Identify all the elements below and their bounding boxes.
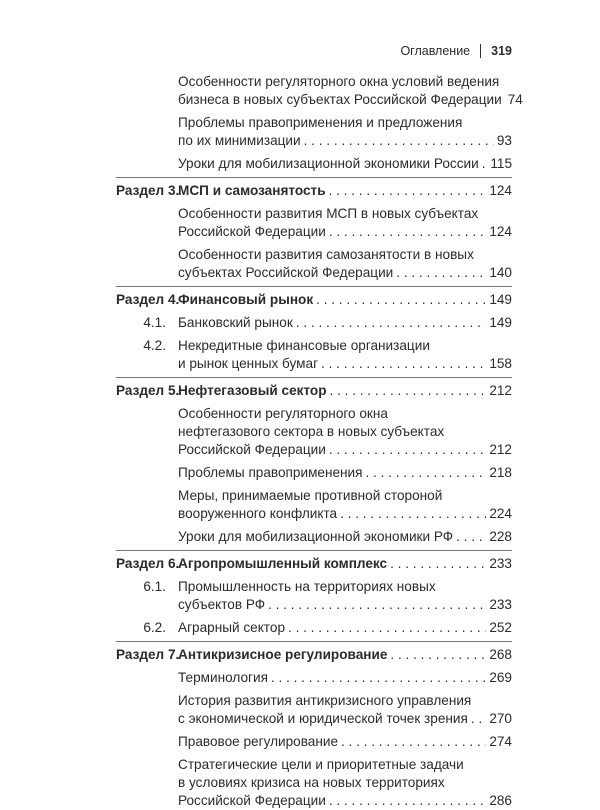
dot-leader xyxy=(329,792,486,810)
toc-entry-title: Финансовый рынок xyxy=(178,292,314,307)
running-header xyxy=(400,44,512,58)
toc-page-number: 74 xyxy=(507,92,523,107)
toc-page-number: 228 xyxy=(489,529,512,544)
toc-section xyxy=(0,646,600,664)
toc-entry-title: Российской Федерации xyxy=(178,793,326,808)
toc-item xyxy=(0,73,600,109)
toc-entry-title: Российской Федерации xyxy=(178,442,326,457)
toc-entry-number: Раздел 5. xyxy=(116,383,180,398)
toc-page-number: 218 xyxy=(489,465,512,480)
toc-page-number: 224 xyxy=(489,506,512,521)
toc-entry-title: Особенности развития МСП в новых субъектах xyxy=(178,206,479,221)
toc-page-number: 212 xyxy=(489,442,512,457)
toc-entry-title: Банковский рынок xyxy=(178,315,293,330)
toc-page-number: 274 xyxy=(489,734,512,749)
toc-page-number: 93 xyxy=(496,133,512,148)
toc-item xyxy=(0,669,600,687)
toc-entry-title: Промышленность на территориях новых xyxy=(178,579,436,594)
dot-leader xyxy=(316,291,486,309)
toc-entry-number: 4.1. xyxy=(143,315,166,330)
toc-item xyxy=(0,487,600,523)
dot-leader xyxy=(321,355,486,373)
toc-entry-number: 6.1. xyxy=(143,579,166,594)
toc-entry-title: вооруженного конфликта xyxy=(178,506,338,521)
toc-entry-title: Терминология xyxy=(178,670,268,685)
toc-entry-title: по их минимизации xyxy=(178,133,301,148)
dot-leader xyxy=(268,596,486,614)
toc-entry-title: Некредитные финансовые организации xyxy=(178,338,430,353)
dot-leader xyxy=(330,382,487,400)
toc-section xyxy=(0,182,600,200)
toc-entry-number: Раздел 3. xyxy=(116,183,180,198)
dot-leader xyxy=(271,669,486,687)
toc-entry-title: Проблемы правоприменения xyxy=(178,465,363,480)
toc-entry-title: и рынок ценных бумаг xyxy=(178,356,319,371)
section-divider xyxy=(116,286,512,287)
toc-item xyxy=(0,692,600,728)
toc-entry-title: История развития антикризисного управления xyxy=(178,693,472,708)
toc-entry-title: Стратегические цели и приоритетные задачи xyxy=(178,757,464,772)
toc-entry-title: Аграрный сектор xyxy=(178,620,286,635)
toc-entry-title: Особенности регуляторного окна условий ведения xyxy=(178,74,500,89)
dot-leader xyxy=(288,619,486,637)
toc-item xyxy=(0,114,600,150)
toc-item xyxy=(0,619,600,637)
toc-section xyxy=(0,382,600,400)
toc-item xyxy=(0,578,600,614)
toc-section xyxy=(0,555,600,573)
toc-page-number: 233 xyxy=(489,597,512,612)
toc-page-number: 270 xyxy=(489,711,512,726)
dot-leader xyxy=(340,505,486,523)
dot-leader xyxy=(390,646,486,664)
toc-entry-title: в условиях кризиса на новых территориях xyxy=(178,775,445,790)
toc-entry-title: МСП и самозанятость xyxy=(178,183,326,198)
dot-leader xyxy=(296,314,487,332)
toc-entry-number: 4.2. xyxy=(143,338,166,353)
dot-leader xyxy=(329,223,486,241)
toc-entry-title: Правовое регулирование xyxy=(178,734,338,749)
dot-leader xyxy=(390,555,486,573)
section-divider xyxy=(116,377,512,378)
toc-entry-number: Раздел 7. xyxy=(116,647,180,662)
toc-page-number: 268 xyxy=(489,647,512,662)
toc-item xyxy=(0,155,600,173)
toc-item xyxy=(0,337,600,373)
toc-entry-number: Раздел 4. xyxy=(116,292,180,307)
dot-leader xyxy=(366,464,487,482)
toc-entry-title: субъектов РФ xyxy=(178,597,266,612)
toc-page-number: 212 xyxy=(489,383,512,398)
dot-leader xyxy=(396,264,486,282)
header-title: Оглавление xyxy=(400,44,471,58)
toc-item xyxy=(0,733,600,751)
toc-page-number: 269 xyxy=(489,670,512,685)
toc-entry-title: Проблемы правоприменения и предложения xyxy=(178,115,463,130)
toc-entry-title: Уроки для мобилизационной экономики РФ xyxy=(178,529,454,544)
toc-entry-title: Агропромышленный комплекс xyxy=(178,556,388,571)
toc-page-number: 158 xyxy=(489,356,512,371)
dot-leader xyxy=(329,182,487,200)
toc-item xyxy=(0,205,600,241)
toc-page-number: 149 xyxy=(489,315,512,330)
toc-page-number: 124 xyxy=(489,224,512,239)
toc-entry-title: Российской Федерации xyxy=(178,224,326,239)
toc-entry-title: Уроки для мобилизационной экономики России xyxy=(178,156,479,171)
toc-entry-title: Нефтегазовый сектор xyxy=(178,383,327,398)
toc-entry-number: Раздел 6. xyxy=(116,556,180,571)
toc-entry-title: бизнеса в новых субъектах Российской Федерации xyxy=(178,92,502,107)
toc-item xyxy=(0,314,600,332)
toc-page-number: 140 xyxy=(489,265,512,280)
toc-item xyxy=(0,528,600,546)
toc-entry-number: 6.2. xyxy=(143,620,166,635)
toc-entry-title: субъектах Российской Федерации xyxy=(178,265,394,280)
toc-item xyxy=(0,246,600,282)
dot-leader xyxy=(304,132,494,150)
toc-page-number: 149 xyxy=(489,292,512,307)
toc-entry-title: с экономической и юридической точек зрения xyxy=(178,711,468,726)
toc-entry-title: Меры, принимаемые противной стороной xyxy=(178,488,443,503)
section-divider xyxy=(116,641,512,642)
toc-page-number: 252 xyxy=(489,620,512,635)
toc-entry-title: Особенности регуляторного окна xyxy=(178,406,388,421)
toc-section xyxy=(0,291,600,309)
toc-page-number: 286 xyxy=(489,793,512,808)
toc-entry-title: Антикризисное регулирование xyxy=(178,647,388,662)
toc-item xyxy=(0,756,600,810)
dot-leader xyxy=(482,155,488,173)
toc-item xyxy=(0,405,600,459)
header-separator xyxy=(480,44,481,58)
section-divider xyxy=(116,177,512,178)
toc-page-number: 124 xyxy=(489,183,512,198)
dot-leader xyxy=(456,528,486,546)
dot-leader xyxy=(471,710,486,728)
toc-item xyxy=(0,464,600,482)
toc-page-number: 115 xyxy=(490,156,512,171)
dot-leader xyxy=(329,441,486,459)
dot-leader xyxy=(341,733,486,751)
section-divider xyxy=(116,550,512,551)
toc-entry-title: нефтегазового сектора в новых субъектах xyxy=(178,424,445,439)
toc-entry-title: Особенности развития самозанятости в новых xyxy=(178,247,474,262)
toc-page-number: 233 xyxy=(489,556,512,571)
page-number: 319 xyxy=(491,44,512,58)
table-of-contents xyxy=(0,73,600,810)
